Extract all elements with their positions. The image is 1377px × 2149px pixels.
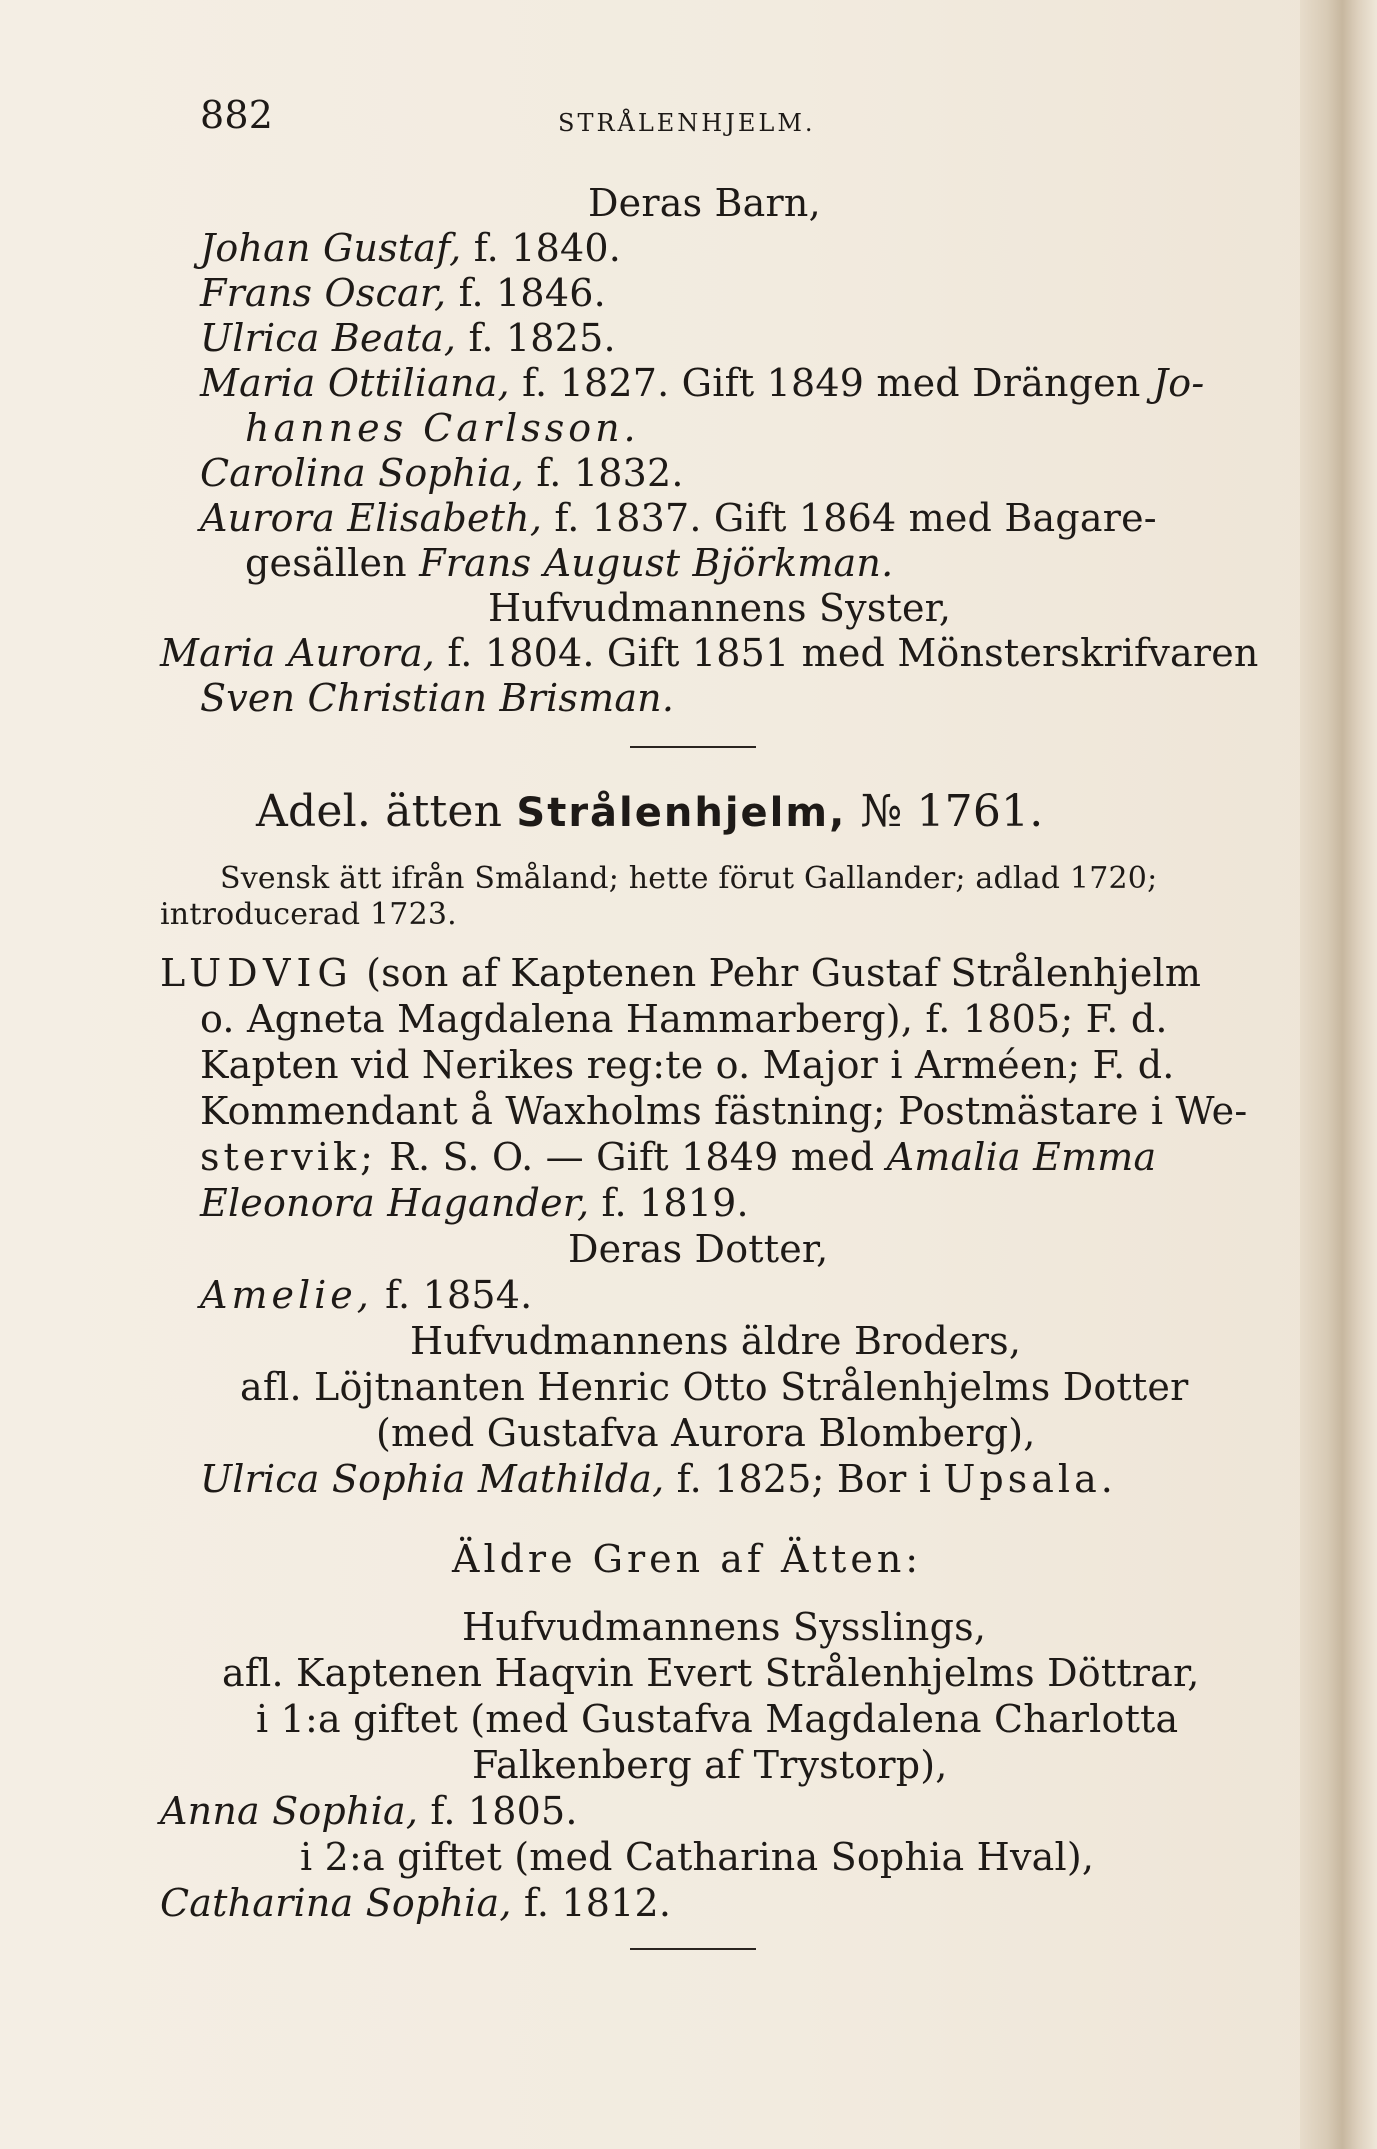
daughter-heading: Deras Dotter, <box>568 1227 829 1271</box>
entry-ludvig-l3: Kapten vid Nerikes reg:te o. Major i Arméen; F. d. <box>200 1043 1175 1087</box>
brother-l2: (med Gustafva Aurora Blomberg), <box>376 1411 1036 1455</box>
entry-sven: Sven Christian Brisman. <box>200 676 675 720</box>
end-divider <box>630 1948 756 1950</box>
entry-ulrica: Ulrica Beata, f. 1825. <box>200 316 616 360</box>
entry-catharina-sophia: Catharina Sophia, f. 1812. <box>160 1881 672 1925</box>
entry-maria-cont: hannes Carlsson. <box>245 406 640 450</box>
entry-aurora-cont: gesällen Frans August Björkman. <box>245 541 894 585</box>
entry-ludvig: LUDVIG (son af Kaptenen Pehr Gustaf Strålenhjelm <box>160 951 1202 995</box>
cousin-heading: Hufvudmannens Sysslings, <box>462 1605 987 1649</box>
entry-anna-sophia: Anna Sophia, f. 1805. <box>160 1789 578 1833</box>
brother-l1: afl. Löjtnanten Henric Otto Strålenhjelms Dotter <box>240 1365 1189 1409</box>
entry-frans: Frans Oscar, f. 1846. <box>200 271 606 315</box>
entry-ludvig-l5: stervik; R. S. O. — Gift 1849 med Amalia Emma <box>200 1135 1157 1179</box>
book-binding <box>1300 0 1377 2149</box>
cousin-l3: Falkenberg af Trystorp), <box>472 1743 948 1787</box>
section-title: Adel. ätten Strålenhjelm, № 1761. <box>256 786 1044 837</box>
entry-ulrica-sophia: Ulrica Sophia Mathilda, f. 1825; Bor i Upsala. <box>200 1457 1117 1501</box>
cousin-l5: i 2:a giftet (med Catharina Sophia Hval), <box>300 1835 1095 1879</box>
family-description-cont: introducerad 1723. <box>160 897 457 932</box>
entry-ludvig-l2: o. Agneta Magdalena Hammarberg), f. 1805; F. d. <box>200 997 1168 1041</box>
children-heading: Deras Barn, <box>588 181 821 225</box>
page-number: 882 <box>200 93 274 137</box>
sister-heading: Hufvudmannens Syster, <box>488 586 952 630</box>
cousin-l1: afl. Kaptenen Haqvin Evert Strålenhjelms Döttrar, <box>222 1651 1200 1695</box>
entry-maria: Maria Ottiliana, f. 1827. Gift 1849 med Drängen Jo- <box>200 361 1205 405</box>
older-branch-heading: Äldre Gren af Ätten: <box>452 1537 923 1581</box>
running-title: STRÅLENHJELM. <box>558 109 816 137</box>
entry-aurora: Aurora Elisabeth, f. 1837. Gift 1864 med Bagare- <box>200 496 1157 540</box>
entry-maria-aurora: Maria Aurora, f. 1804. Gift 1851 med Mönsterskrifvaren <box>160 631 1259 675</box>
section-divider <box>630 746 756 748</box>
family-description: Svensk ätt ifrån Småland; hette förut Gallander; adlad 1720; <box>220 861 1158 896</box>
entry-amelie: Amelie, f. 1854. <box>200 1273 533 1317</box>
brother-heading: Hufvudmannens äldre Broders, <box>410 1319 1022 1363</box>
cousin-l2: i 1:a giftet (med Gustafva Magdalena Charlotta <box>256 1697 1179 1741</box>
entry-johan: Johan Gustaf, f. 1840. <box>200 226 621 270</box>
entry-carolina: Carolina Sophia, f. 1832. <box>200 451 684 495</box>
entry-ludvig-l6: Eleonora Hagander, f. 1819. <box>200 1181 749 1225</box>
entry-ludvig-l4: Kommendant å Waxholms fästning; Postmästare i We- <box>200 1089 1248 1133</box>
